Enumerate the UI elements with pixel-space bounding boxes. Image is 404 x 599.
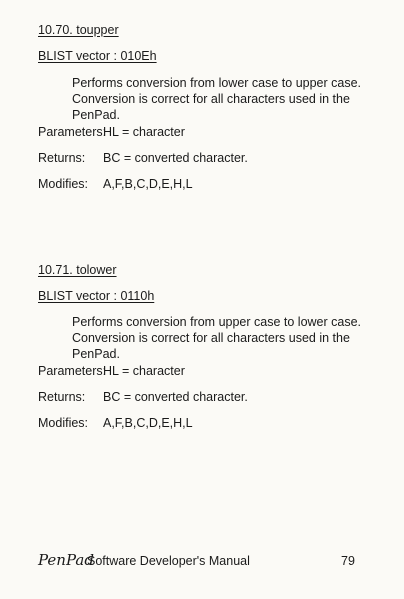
modifies-label: Modifies: [38, 177, 89, 191]
description-toupper: Performs conversion from lower case to upper case. Conversion is correct for all characters used in the PenPad. [72, 76, 362, 122]
modifies-value: A,F,B,C,D,E,H,L [103, 416, 193, 430]
blist-vector-tolower: BLIST vector : 0110h [38, 289, 155, 303]
returns-label: Returns: [38, 390, 86, 404]
description-tolower: Performs conversion from upper case to lower case. Conversion is correct for all characters used in the PenPad. [72, 315, 362, 361]
returns-value: BC = converted character. [103, 390, 248, 404]
section-heading-tolower: 10.71. tolower [38, 263, 117, 277]
page-number: 79 [341, 554, 355, 568]
parameters-label: Parameters: [38, 364, 107, 378]
parameters-value: HL = character [103, 364, 185, 378]
parameters-value: HL = character [103, 125, 185, 139]
modifies-label: Modifies: [38, 416, 89, 430]
returns-label: Returns: [38, 151, 86, 165]
returns-value: BC = converted character. [103, 151, 248, 165]
penpad-logo: PenPad [38, 551, 94, 569]
modifies-value: A,F,B,C,D,E,H,L [103, 177, 193, 191]
parameters-label: Parameters: [38, 125, 107, 139]
footer-title: Software Developer's Manual [87, 554, 250, 568]
blist-vector-toupper: BLIST vector : 010Eh [38, 49, 157, 63]
section-heading-toupper: 10.70. toupper [38, 23, 119, 37]
